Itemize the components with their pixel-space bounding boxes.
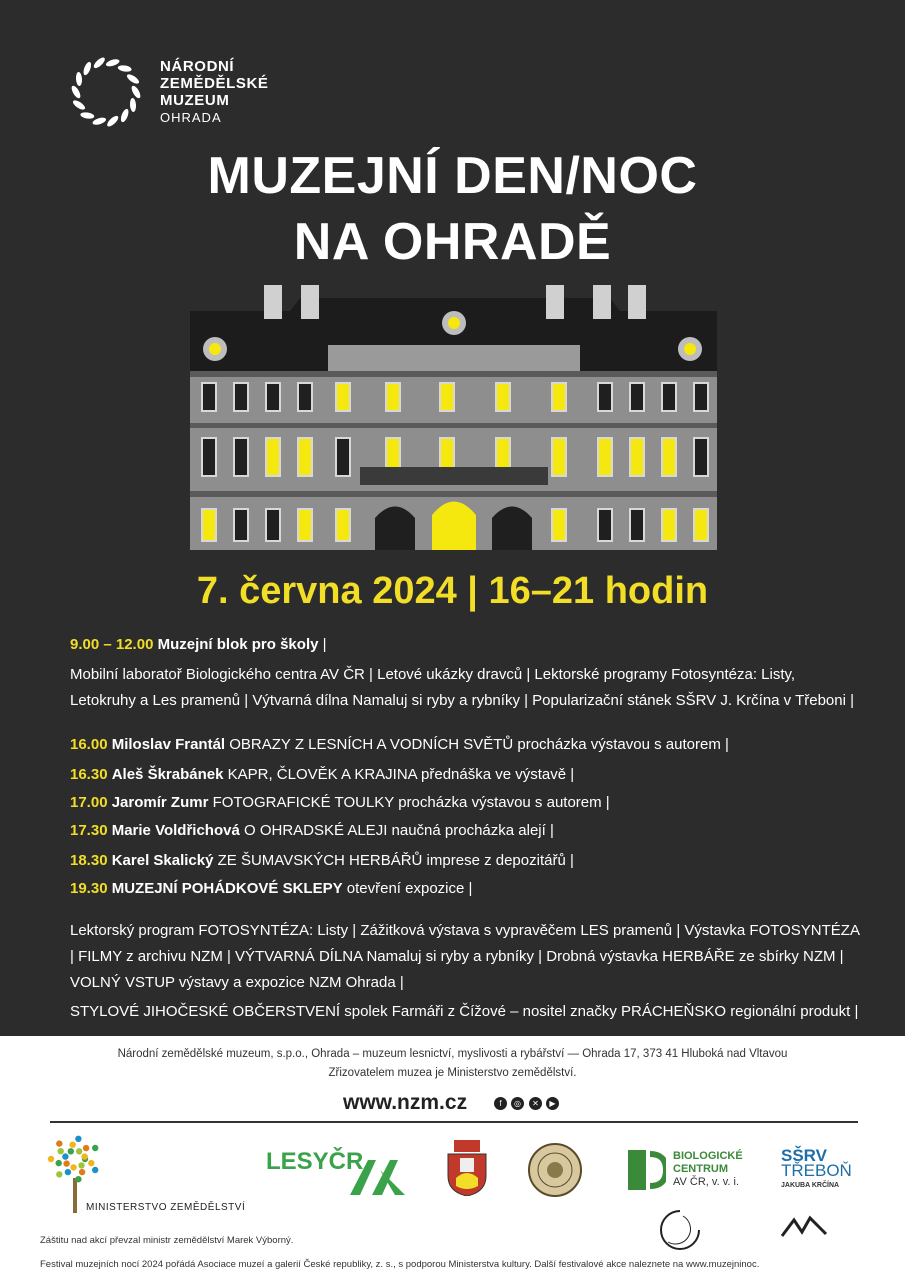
logo-line-2: ZEMĚDĚLSKÉ: [160, 75, 269, 92]
castle-window: [630, 438, 644, 476]
wreath-leaf: [92, 116, 107, 126]
event-name: Jaromír Zumr: [111, 794, 209, 811]
school-time: 9.00 – 12.00: [70, 636, 154, 653]
bc-line-2: CENTRUM: [673, 1163, 728, 1175]
tree-leaf: [83, 1145, 89, 1151]
logo-subtitle: OHRADA: [160, 110, 222, 125]
event-name: Miloslav Frantál: [111, 736, 226, 753]
tree-leaf: [79, 1169, 85, 1175]
tree-leaf: [63, 1160, 69, 1166]
wreath-leaf: [70, 84, 82, 99]
museum-logo-text: [160, 58, 269, 126]
castle-window: [234, 383, 248, 411]
lesycr-logo: LESYČR: [266, 1148, 364, 1175]
castle-window: [694, 383, 708, 411]
event-name: Karel Skalický: [111, 852, 214, 869]
bc-line-1: BIOLOGICKÉ: [673, 1150, 743, 1162]
event-name: MUZEJNÍ POHÁDKOVÉ SKLEPY: [111, 880, 343, 897]
event-time: 16.30: [70, 766, 108, 783]
castle-window: [694, 438, 708, 476]
castle-window: [234, 509, 248, 541]
tree-leaf: [68, 1148, 74, 1154]
facebook-icon[interactable]: f: [494, 1097, 507, 1110]
extra-line-1: Lektorský program FOTOSYNTÉZA: Listy | Zážitková výstava s vypravěčem LES pramenů | Výstavka FOTOSYNTÉZA: [70, 922, 860, 939]
castle-window: [552, 383, 566, 411]
castle-window: [266, 509, 280, 541]
ssrv-line-1: SŠRV: [781, 1146, 827, 1165]
castle-window: [336, 509, 350, 541]
youtube-icon[interactable]: ▶: [546, 1097, 559, 1110]
castle-window: [298, 509, 312, 541]
castle-window: [496, 383, 510, 411]
castle-window: [552, 438, 566, 476]
tree-leaf: [78, 1162, 84, 1168]
wreath-leaf: [126, 73, 141, 86]
event-description: KAPR, ČLOVĚK A KRAJINA přednáška ve výstavě |: [223, 766, 575, 783]
wreath-leaf: [76, 72, 83, 86]
biologicke-centrum-icon: [628, 1150, 666, 1190]
bc-text: [673, 1150, 743, 1189]
castle-window: [336, 438, 350, 476]
school-line-2: Letokruhy a Les pramenů | Výtvarná dílna Namaluj si ryby a rybníky | Popularizační stánek SŠRV J. Krčína v Třeboni |: [70, 692, 855, 709]
extra-line-4: STYLOVÉ JIHOČESKÉ OBČERSTVENÍ spolek Farmáři z Čížové – nositel značky PRÁCHEŇSKO regionální produkt |: [70, 1003, 859, 1020]
footer-founder: Zřizovatelem muzea je Ministerstvo zemědělství.: [328, 1067, 577, 1079]
event-date: 7. června 2024 | 16–21 hodin: [196, 570, 709, 612]
poster-title-line-2: NA OHRADĚ: [293, 213, 612, 271]
wreath-leaf: [130, 98, 137, 112]
poster-title-line-1: MUZEJNÍ DEN/NOC: [207, 147, 698, 205]
ssrv-line-3: JAKUBA KRČÍNA: [781, 1182, 840, 1189]
tree-leaf: [56, 1171, 62, 1177]
ssrv-logo: [781, 1148, 852, 1193]
castle-window: [694, 509, 708, 541]
castle-window: [598, 438, 612, 476]
amg-logo-icon: [780, 1214, 828, 1238]
event-description: O OHRADSKÉ ALEJI naučná procházka alejí |: [239, 822, 554, 839]
wreath-leaf: [130, 84, 142, 99]
tree-leaf: [75, 1176, 81, 1182]
event-description: otevření expozice |: [342, 880, 473, 897]
tree-leaf: [56, 1140, 62, 1146]
tree-leaf: [65, 1169, 71, 1175]
program-event: [70, 736, 729, 753]
ministry-tree-icon: [40, 1133, 110, 1213]
tree-leaf: [88, 1160, 94, 1166]
footer-address: Národní zemědělské muzeum, s.p.o., Ohrada – muzeum lesnictví, myslivosti a rybářství — Ohrada 17, 373 41 Hluboká nad Vltavou: [117, 1048, 788, 1060]
castle-window: [298, 383, 312, 411]
event-time: 17.00: [70, 794, 108, 811]
wreath-leaf: [117, 64, 132, 72]
program-event: [70, 822, 554, 839]
seal-icon: [528, 1143, 582, 1197]
ssrv-line-2: TŘEBOŇ: [781, 1161, 852, 1180]
wreath-leaf: [82, 61, 93, 76]
program-event: [70, 880, 472, 897]
wreath-leaf: [106, 114, 120, 128]
tree-leaf: [92, 1167, 98, 1173]
website-link[interactable]: www.nzm.cz: [343, 1091, 468, 1114]
castle-window: [202, 383, 216, 411]
castle-window: [598, 383, 612, 411]
castle-window: [552, 509, 566, 541]
event-name: Aleš Škrabánek: [111, 766, 224, 783]
event-description: ZE ŠUMAVSKÝCH HERBÁŘŮ imprese z depozitářů |: [213, 852, 574, 869]
logo-line-3: MUZEUM: [160, 92, 230, 109]
x-icon[interactable]: ✕: [529, 1097, 542, 1110]
bc-line-3: AV ČR, v. v. i.: [673, 1176, 740, 1188]
event-time: 17.30: [70, 822, 108, 839]
castle-window: [662, 383, 676, 411]
festival-muzejnich-noci-icon: [654, 1207, 706, 1253]
program-event: [70, 794, 610, 811]
tree-leaf: [81, 1153, 87, 1159]
logo-line-1: NÁRODNÍ: [160, 58, 235, 75]
wreath-leaf: [119, 108, 130, 123]
patron-note: Záštitu nad akcí převzal ministr zemědělství Marek Výborný.: [40, 1235, 294, 1246]
event-time: 18.30: [70, 852, 108, 869]
castle-window: [662, 438, 676, 476]
castle-window: [336, 383, 350, 411]
tree-leaf: [69, 1142, 75, 1148]
castle-window: [662, 509, 676, 541]
wreath-leaf: [72, 99, 87, 112]
castle-window: [598, 509, 612, 541]
event-name: Marie Voldřichová: [111, 822, 240, 839]
tree-leaf: [75, 1136, 81, 1142]
tree-leaf: [70, 1164, 76, 1170]
tree-leaf: [92, 1145, 98, 1151]
instagram-icon[interactable]: ◎: [511, 1097, 524, 1110]
event-description: OBRAZY Z LESNÍCH A VODNÍCH SVĚTŮ procházka výstavou s autorem |: [225, 736, 729, 753]
castle-window: [440, 383, 454, 411]
program-event: [70, 852, 574, 869]
event-time: 19.30: [70, 880, 108, 897]
footer-divider: [50, 1121, 858, 1123]
tree-leaf: [56, 1160, 62, 1166]
event-description: FOTOGRAFICKÉ TOULKY procházka výstavou s autorem |: [208, 794, 610, 811]
castle-window: [630, 383, 644, 411]
castle-window: [202, 438, 216, 476]
castle-window: [298, 438, 312, 476]
festival-note: Festival muzejních nocí 2024 pořádá Asociace muzeí a galerií České republiky, z. s., s podporou Ministerstva kultury. Další festivalové akce naleznete na www.muzejninoc.: [40, 1259, 760, 1270]
school-title: Muzejní blok pro školy: [157, 636, 319, 653]
event-time: 16.00: [70, 736, 108, 753]
program-event: [70, 766, 574, 783]
extra-line-2: | FILMY z archivu NZM | VÝTVARNÁ DÍLNA Namaluj si ryby a rybníky | Drobná výstavka HERBÁŘE ze sbírky NZM |: [70, 948, 844, 965]
wreath-logo-icon: [66, 52, 146, 132]
school-line-1: Mobilní laboratoř Biologického centra AV ČR | Letové ukázky dravců | Lektorské programy Fotosyntéza: Listy,: [70, 666, 796, 683]
wreath-leaf: [92, 56, 106, 70]
tree-leaf: [76, 1148, 82, 1154]
castle-illustration: [190, 283, 717, 550]
wreath-leaf: [105, 58, 120, 68]
town-coat-of-arms-icon: [446, 1140, 488, 1196]
tree-leaf: [48, 1156, 54, 1162]
castle-window: [386, 383, 400, 411]
castle-window: [630, 509, 644, 541]
lesycr-mark-icon: [350, 1150, 405, 1195]
school-sep: |: [318, 636, 327, 653]
castle-window: [266, 438, 280, 476]
tree-leaf: [58, 1148, 64, 1154]
wreath-leaf: [80, 111, 95, 119]
school-block-heading: [70, 636, 327, 653]
tree-leaf: [62, 1153, 68, 1159]
castle-window: [234, 438, 248, 476]
extra-line-3: VOLNÝ VSTUP výstavy a expozice NZM Ohrada |: [70, 974, 404, 991]
castle-window: [266, 383, 280, 411]
ministry-label: MINISTERSTVO ZEMĚDĚLSTVÍ: [86, 1202, 246, 1213]
castle-window: [202, 509, 216, 541]
